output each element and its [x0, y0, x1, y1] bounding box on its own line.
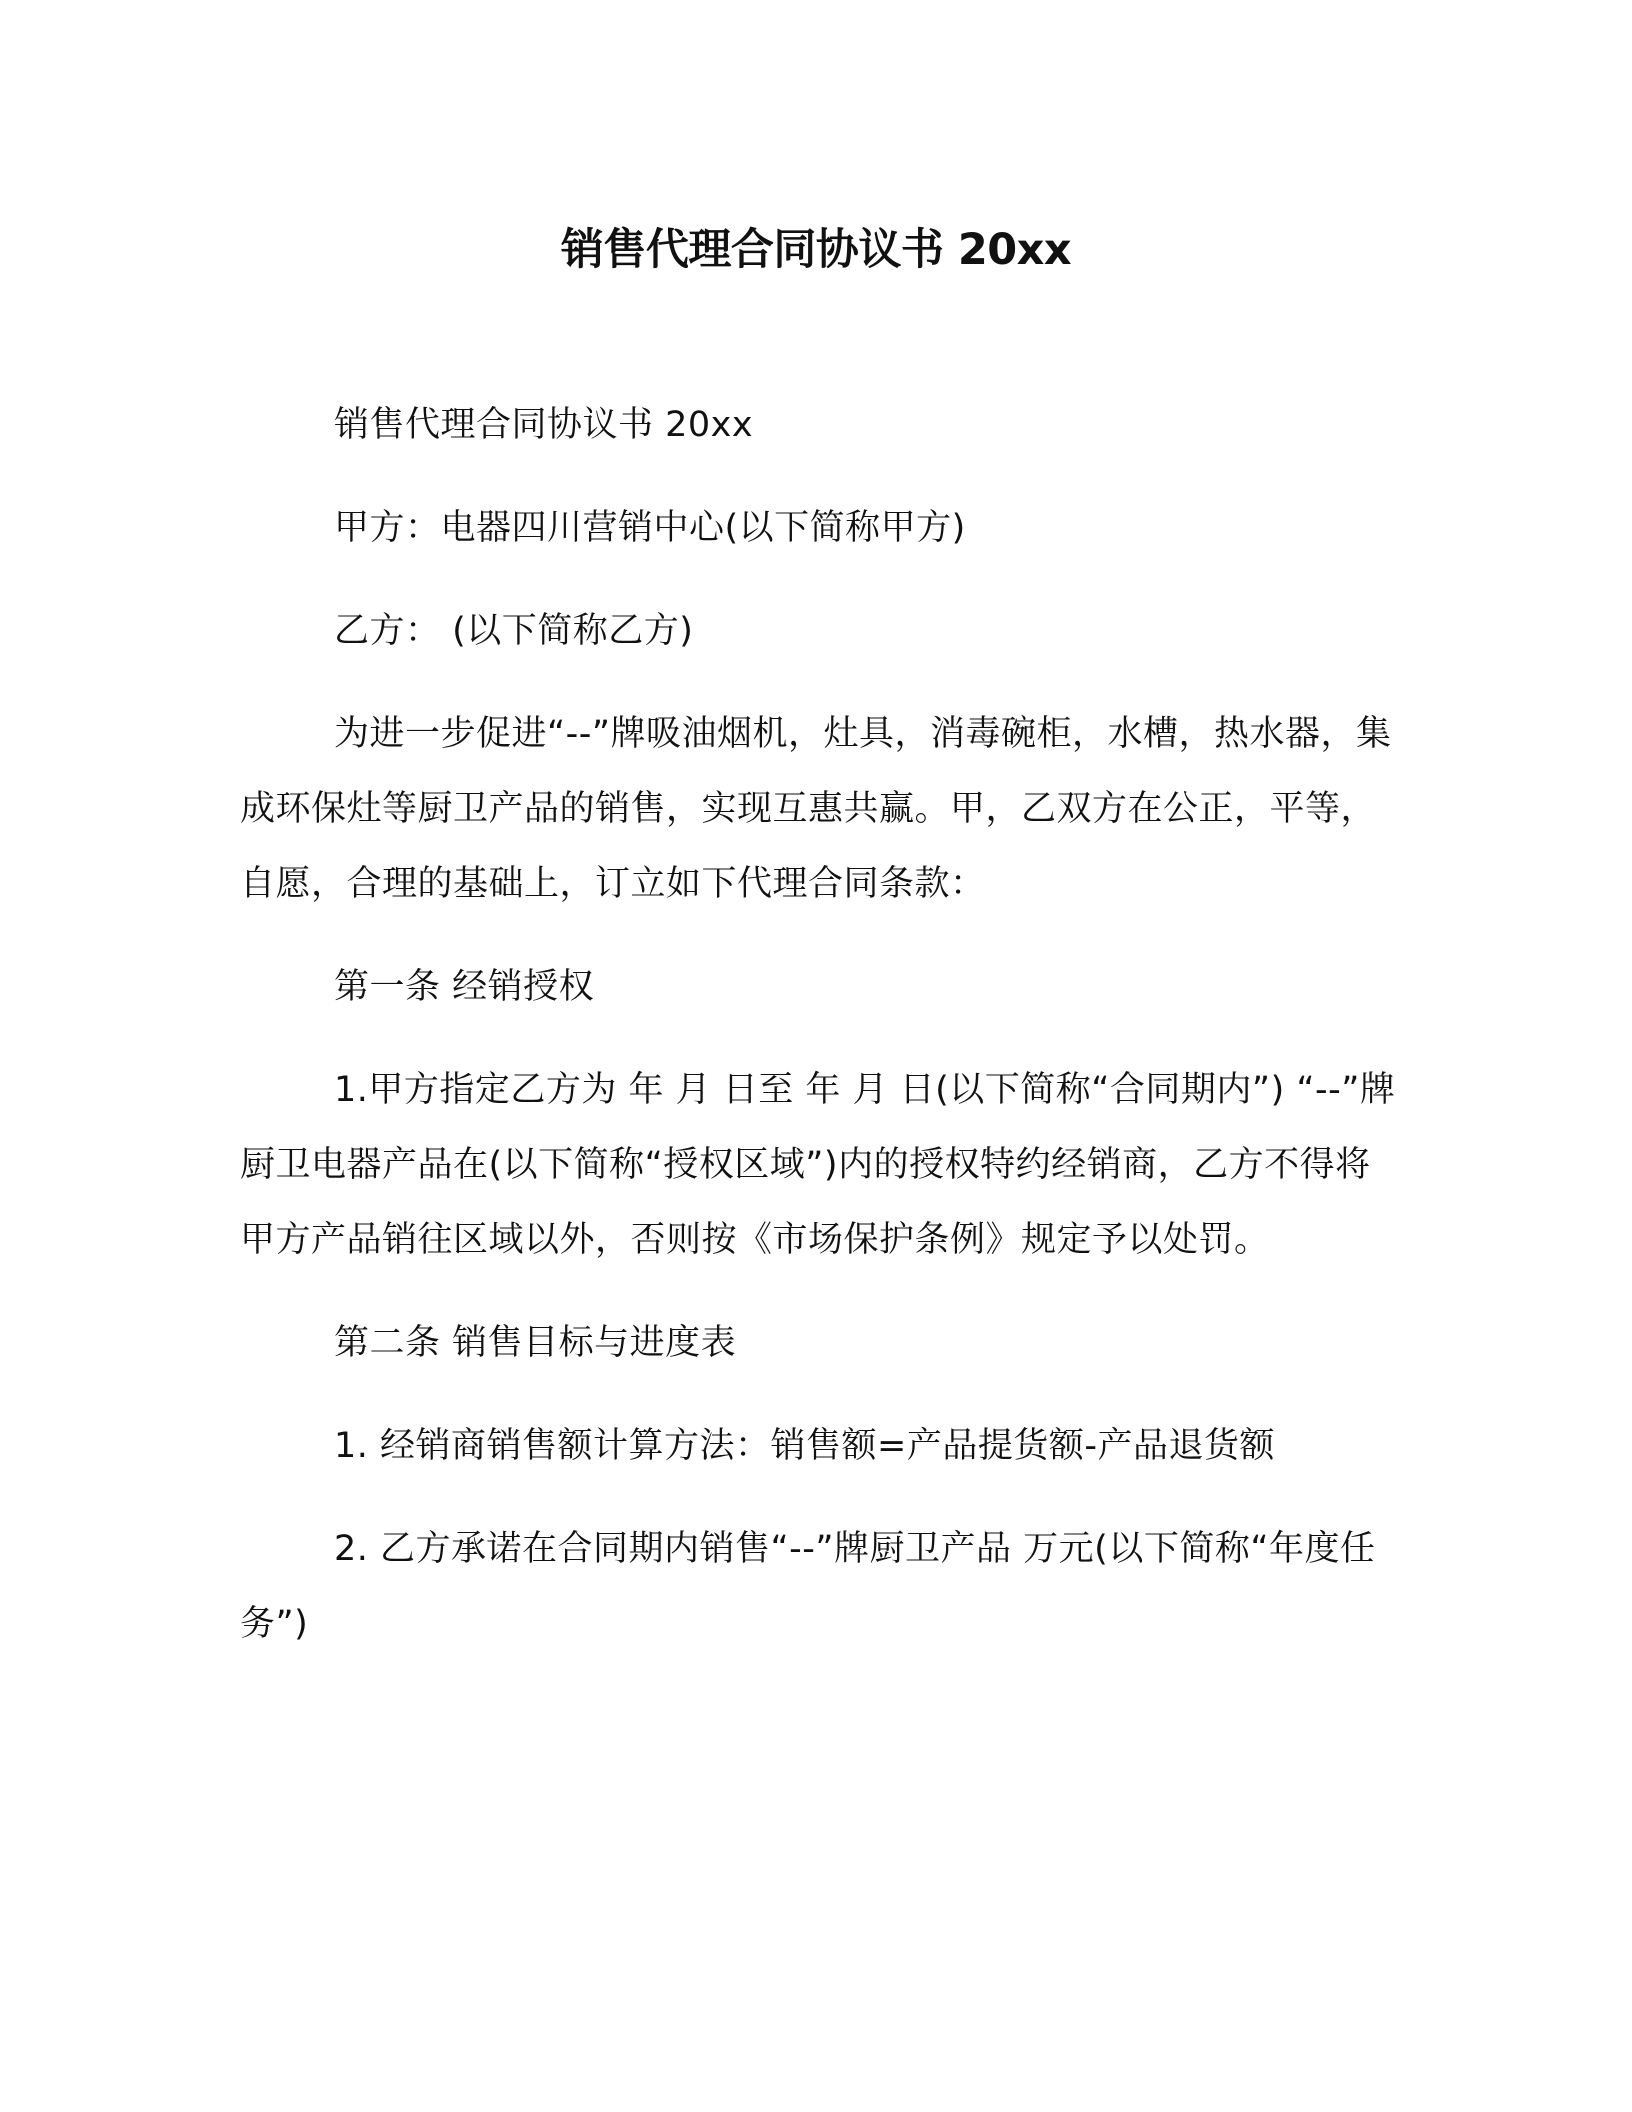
document-title: 销售代理合同协议书 20xx: [560, 225, 1072, 275]
paragraph-clause-1-1: 1.甲方指定乙方为 年 月 日至 年 月 日(以下简称“合同期内”) “--”牌厨卫电器产品在(以下简称“授权区域”)内的授权特约经销商，乙方不得将甲方产品销往区域以外，否则按《市场保护条例》规定予以处罚。: [240, 1070, 1396, 1260]
paragraph-preamble: 为进一步促进“--”牌吸油烟机，灶具，消毒碗柜，水槽，热水器，集成环保灶等厨卫产品的销售，实现互惠共赢。甲，乙双方在公正，平等，自愿，合理的基础上，订立如下代理合同条款：: [240, 714, 1392, 904]
paragraph-party-a: 甲方：电器四川营销中心(以下简称甲方): [334, 508, 966, 548]
paragraph-party-b: 乙方： (以下简称乙方): [334, 611, 694, 651]
section-heading-2: 第二条 销售目标与进度表: [334, 1323, 737, 1363]
document-body: [240, 388, 1400, 1690]
section-heading-1: 第一条 经销授权: [334, 967, 595, 1007]
paragraph-clause-2-2: 2. 乙方承诺在合同期内销售“--”牌厨卫产品 万元(以下简称“年度任务”): [240, 1529, 1376, 1644]
paragraph-subtitle: 销售代理合同协议书 20xx: [334, 405, 754, 445]
paragraph-clause-2-1: 1. 经销商销售额计算方法：销售额=产品提货额-产品退货额: [334, 1426, 1275, 1466]
